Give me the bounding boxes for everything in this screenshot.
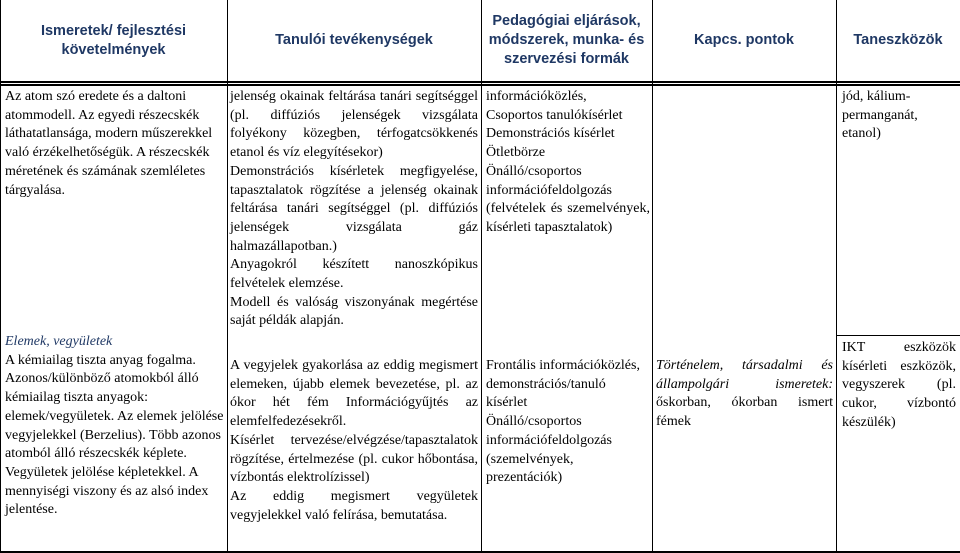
header-divider-double	[0, 84, 960, 86]
row2-knowledge: Elemek, vegyületek A kémiailag tiszta anyag fogalma. Azonos/különböző atomokból álló kémiailag tiszta anyagok: elemek/vegyületek. Az elemek jelölése vegyjelekkel (Berzelius). Több azonos atomból álló részecskék képlete. Vegyületek jelölése képletekkel. A mennyiségi viszony és az alsó index jelentése.	[5, 334, 224, 518]
row2-connection-points: Történelem, társadalmi és állampolgári ismeretek: őskorban, ókorban ismert fémek	[656, 358, 833, 430]
row1-methods: információközlés, Csoportos tanulókísérlet Demonstrációs kísérlet Ötletbörze Önálló/csoportos információfeldolgozás (felvételek és szemelvények, kísérleti tapasztalatok)	[486, 89, 650, 235]
row2-activities: A vegyjelek gyakorlása az eddig megismert elemeken, újabb elemek bevezetése, pl. az ókor hét fém Információgyűjtés az elemfelfedezésekről. Kísérlet tervezése/elvégzése/tapasztalatok rögzítése, értelmezése (pl. cukor hőbontása, vízbontás elektrolízissel) Az eddig megismert vegyületek vegyjelekkel való felírása, bemutatása.	[230, 358, 478, 523]
header-knowledge: Ismeretek/ fejlesztési követelmények	[40, 22, 187, 58]
row1-tools: jód, kálium-permanganát, etanol)	[842, 89, 918, 142]
header-tools: Taneszközök	[853, 32, 943, 48]
row1-activities: jelenség okainak feltárása tanári segítséggel (pl. diffúziós jelenségek vizsgálata folyékony közegben, térfogatcsökkenés etanol és víz elegyítésekor) Demonstrációs kísérletek megfigyelése, tapasztalatok rögzítése a jelenség okainak feltárása tanári segítséggel (pl. diffúziós jelenségek vizsgálata gáz halmazállapotban.) Anyagokról készített nanoszkópikus felvételek elemzése. Modell és valóság viszonyának megértése saját példák alapján.	[230, 89, 478, 329]
header-connection-points: Kapcs. pontok	[694, 32, 794, 48]
row2-section-title: Elemek, vegyületek	[5, 334, 113, 349]
row2-methods: Frontális információközlés, demonstrációs/tanuló kísérlet Önálló/csoportos információfeldolgozás (szemelvények, prezentációk)	[486, 358, 640, 486]
col5-row-divider	[836, 335, 960, 336]
header-pedagogical-methods: Pedagógiai eljárások, módszerek, munka- és szervezési formák	[488, 13, 645, 67]
column-divider-1	[227, 0, 228, 553]
header-divider	[0, 81, 960, 83]
row1-knowledge: Az atom szó eredete és a daltoni atommodell. Az egyedi részecskék láthatatlansága, modern műszerekkel való érzékelhetőségük. A részecskék méretének és számának szemléletes tárgyalása.	[5, 89, 213, 198]
row2-subject-title: Történelem, társadalmi és állampolgári ismeretek:	[656, 358, 833, 392]
column-divider-4	[836, 0, 837, 553]
header-student-activities: Tanulói tevékenységek	[275, 32, 433, 48]
table-left-border	[0, 0, 1, 553]
column-divider-2	[481, 0, 482, 553]
row2-tools: IKT eszközök kísérleti eszközök, vegyszerek (pl. cukor, vízbontó készülék)	[842, 340, 956, 430]
column-divider-3	[652, 0, 653, 553]
